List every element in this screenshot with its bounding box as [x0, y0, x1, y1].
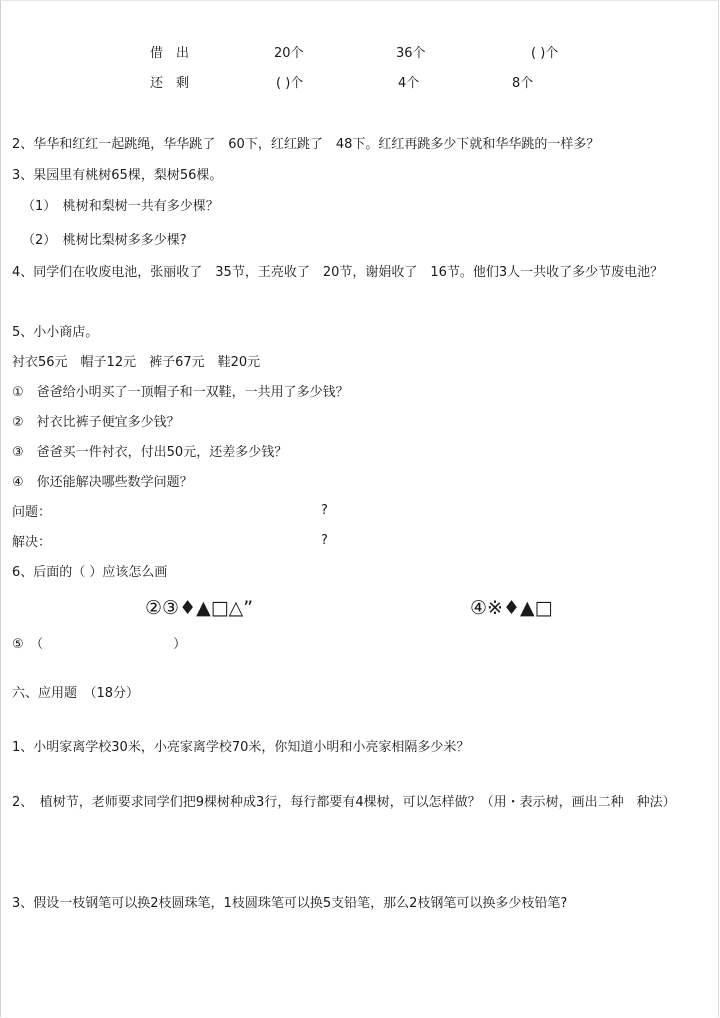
section-6-q1: 1、小明家离学校30米，小亮家离学校70米，你知道小明和小亮家相隔多少米？: [12, 740, 470, 755]
table-row1-label: 借 出: [150, 46, 190, 61]
question-2: 2、华华和红红一起跳绳，华华跳了 60下，红红跳了 48下。红红再跳多少下就和华华跳的一样多？: [12, 137, 600, 152]
table-row1-c1: 20个: [274, 46, 304, 61]
table-row2-c2: 4个: [398, 76, 420, 91]
question-5-title: 5、小小商店。: [12, 325, 99, 340]
question-mark: ?: [321, 503, 328, 518]
question-label: 问题：: [12, 505, 52, 520]
section-6-q3: 3、假设一枝钢笔可以换2枝圆珠笔，1枝圆珠笔可以换5支铅笔，那么2枝钢笔可以换多少枝铅笔?: [12, 896, 568, 911]
table-row2-c1: ( )个: [276, 76, 304, 91]
section-6-heading: 六、应用题 （18分）: [12, 686, 140, 701]
table-row2-c3: 8个: [512, 76, 534, 91]
shape-sequence-1: ②③♦▲□△”: [145, 597, 254, 619]
question-3-title: 3、果园里有桃树65棵，梨树56棵。: [12, 168, 223, 183]
question-4: 4、同学们在收废电池，张丽收了 35节，王亮收了 20节，谢娟收了 16节。他们3人一共收了多少节废电池？: [12, 265, 664, 280]
question-5-sub1: ① 爸爸给小明买了一顶帽子和一双鞋，一共用了多少钱？: [12, 385, 349, 400]
table-row1-c3: ( )个: [531, 46, 559, 61]
question-3-part1: （1） 桃树和梨树一共有多少棵？: [22, 199, 219, 214]
table-row1-c2: 36个: [396, 46, 426, 61]
question-5-sub2: ② 衬衣比裤子便宜多少钱？: [12, 415, 180, 430]
question-6-title: 6、后面的（ ）应该怎么画: [12, 565, 168, 580]
answer-blank: ⑤ （ ）: [12, 637, 187, 652]
solve-mark: ?: [321, 533, 328, 548]
shape-sequence-2: ④※♦▲□: [470, 597, 553, 619]
question-5-sub4: ④ 你还能解决哪些数学问题？: [12, 475, 193, 490]
table-row2-label: 还 剩: [150, 76, 190, 91]
solve-label: 解决：: [12, 535, 52, 550]
section-6-q2: 2、 植树节，老师要求同学们把9棵树种成3行，每行都要有4棵树，可以怎样做？（用・表示树，画出二种 种法）: [12, 795, 676, 810]
question-5-prices: 衬衣56元 帽子12元 裤子67元 鞋20元: [12, 355, 261, 370]
question-5-sub3: ③ 爸爸买一件衬衣，付出50元，还差多少钱？: [12, 445, 288, 460]
question-3-part2: （2） 桃树比梨树多多少棵?: [22, 233, 187, 248]
